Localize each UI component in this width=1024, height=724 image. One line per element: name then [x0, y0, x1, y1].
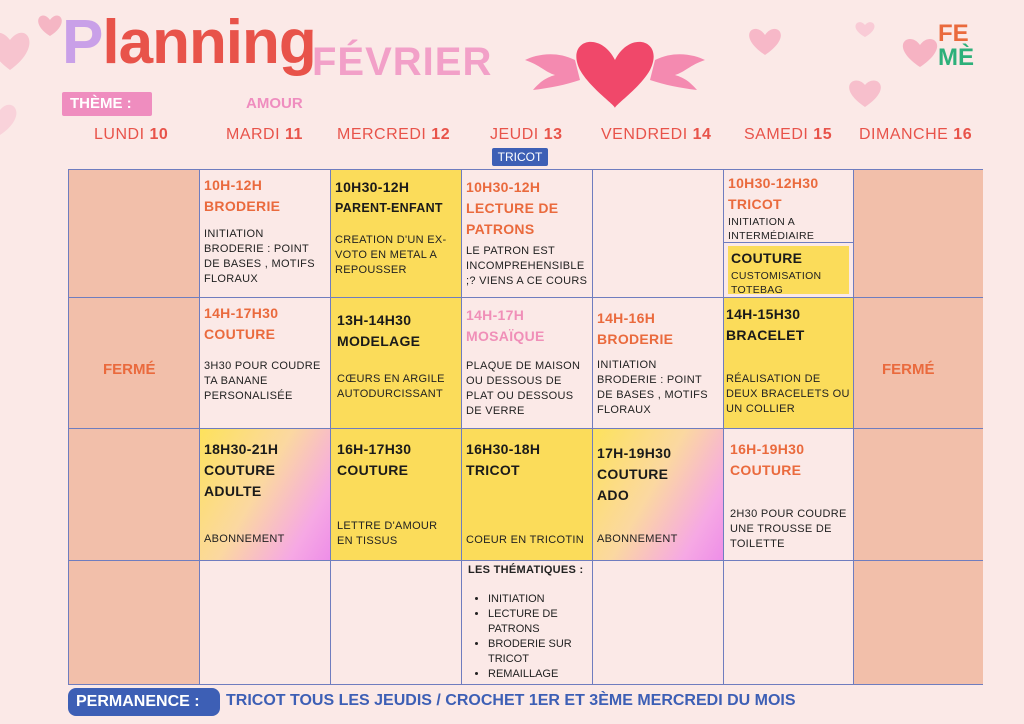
cell-mardi-r1 — [200, 170, 331, 298]
slot-title: COUTURE — [337, 462, 409, 478]
day-name: SAMEDI — [744, 126, 809, 143]
day-number: 16 — [953, 126, 973, 143]
cell-jeudi-r2 — [462, 298, 593, 429]
logo-line2: MÈ — [938, 44, 974, 71]
slot-description: LETTRE D'AMOUR EN TISSUS — [337, 520, 438, 547]
day-name: MERCREDI — [337, 126, 427, 143]
day-name: VENDREDI — [601, 126, 688, 143]
slot-time: 10H30-12H — [335, 179, 410, 195]
cell-samedi-r1 — [724, 170, 854, 298]
page-title — [62, 8, 316, 77]
slot-title: COUTURE — [204, 326, 276, 342]
slot-description: LE PATRON EST INCOMPREHENSIBLE ;? VIENS A CE COURS — [466, 245, 588, 287]
slot-time: 14H-17H — [466, 307, 525, 323]
cell-mardi-r2 — [200, 298, 331, 429]
slot-title: COUTURE — [597, 466, 669, 482]
month-title: FÉVRIER — [312, 40, 493, 84]
heart-decoration-icon — [735, 5, 955, 120]
sub-slot-couture — [728, 246, 849, 294]
slot-title: TRICOT — [466, 462, 520, 478]
cell-lundi-r2 — [69, 298, 200, 429]
cell-vendredi-r2 — [593, 298, 724, 429]
themes-list — [488, 592, 586, 682]
cell-mardi-r3 — [200, 429, 331, 561]
cell-jeudi-r4 — [462, 561, 593, 685]
cell-dimanche-r2 — [854, 298, 983, 429]
slot-time: 16H-19H30 — [730, 441, 805, 457]
permanence-badge: PERMANENCE : — [68, 688, 220, 716]
slot-title: BRODERIE — [597, 331, 674, 347]
logo-line1: FE — [938, 20, 969, 47]
day-number: 14 — [692, 126, 712, 143]
slot-description: CREATION D'UN EX-VOTO EN METAL A REPOUSSER — [335, 234, 447, 276]
slot-time: 13H-14H30 — [337, 312, 412, 328]
slot-time: 14H-15H30 — [726, 306, 801, 322]
slot-time: 14H-17H30 — [204, 305, 279, 321]
theme-badge: THÈME : — [62, 92, 152, 116]
cell-mercredi-r3 — [331, 429, 462, 561]
slot-title: BRODERIE — [204, 198, 281, 214]
title-initial: P — [62, 8, 103, 77]
cell-lundi-r3 — [69, 429, 200, 561]
slot-time: 10H30-12H — [466, 179, 541, 195]
cell-samedi-r4 — [724, 561, 854, 685]
cell-jeudi-r3 — [462, 429, 593, 561]
cell-dimanche-r1 — [854, 170, 983, 298]
slot-title: BRACELET — [726, 327, 805, 343]
cell-dimanche-r3 — [854, 429, 983, 561]
cell-vendredi-r4 — [593, 561, 724, 685]
slot-title: COUTURE — [204, 462, 276, 478]
slot-title: COUTURE — [730, 462, 802, 478]
day-header-samedi — [744, 126, 832, 144]
day-header-jeudi — [490, 126, 562, 144]
cell-vendredi-r3 — [593, 429, 724, 561]
day-name: MARDI — [226, 126, 281, 143]
theme-item: • BRODERIE SUR TRICOT — [488, 637, 586, 667]
slot-description: PLAQUE DE MAISON OU DESSOUS DE PLAT OU DESSOUS DE VERRE — [466, 360, 581, 417]
slot-title: PARENT-ENFANT — [335, 201, 443, 215]
slot-time: 18H30-21H — [204, 441, 279, 457]
cell-mercredi-r4 — [331, 561, 462, 685]
slot-title: TRICOT — [728, 196, 782, 212]
day-header-vendredi — [601, 126, 711, 144]
cell-samedi-r2 — [724, 298, 854, 429]
day-header-mardi — [226, 126, 303, 144]
slot-time: 14H-16H — [597, 310, 656, 326]
cell-mardi-r4 — [200, 561, 331, 685]
closed-label: FERMÉ — [103, 361, 156, 378]
slot-time: 17H-19H30 — [597, 445, 672, 461]
slot-description: CUSTOMISATION TOTEBAG — [731, 270, 822, 296]
cell-lundi-r1 — [69, 170, 200, 298]
cell-divider — [724, 242, 854, 243]
theme-item: • LECTURE DE PATRONS — [488, 607, 586, 637]
slot-description: INITIATION BRODERIE : POINT DE BASES , MOTIFS FLORAUX — [597, 359, 708, 416]
day-number: 12 — [431, 126, 451, 143]
slot-description: CŒURS EN ARGILE AUTODURCISSANT — [337, 373, 445, 400]
slot-time: 10H30-12H30 — [728, 175, 819, 191]
slot-title: COUTURE — [731, 250, 803, 266]
day-header-mercredi — [337, 126, 450, 144]
slot-title: PATRONS — [466, 221, 535, 237]
slot-description: 3H30 POUR COUDRE TA BANANE PERSONALISÉE — [204, 360, 321, 402]
slot-description: INITIATION A INTERMÉDIAIRE — [728, 216, 815, 242]
cell-jeudi-r1 — [462, 170, 593, 298]
day-name: LUNDI — [94, 126, 145, 143]
slot-description: ABONNEMENT — [204, 533, 285, 545]
day-name: DIMANCHE — [859, 126, 949, 143]
slot-description: 2H30 POUR COUDRE UNE TROUSSE DE TOILETTE — [730, 508, 847, 550]
winged-heart-icon — [525, 30, 705, 115]
slot-description: COEUR EN TRICOTIN — [466, 534, 584, 546]
slot-time: 10H-12H — [204, 177, 263, 193]
cell-mercredi-r1 — [331, 170, 462, 298]
day-name: JEUDI — [490, 126, 539, 143]
slot-title: LECTURE DE — [466, 200, 559, 216]
day-number: 10 — [149, 126, 169, 143]
cell-lundi-r4 — [69, 561, 200, 685]
permanence-text: TRICOT TOUS LES JEUDIS / CROCHET 1ER ET 3ÈME MERCREDI DU MOIS — [226, 692, 796, 709]
day-number: 13 — [543, 126, 563, 143]
closed-label: FERMÉ — [882, 361, 935, 378]
schedule-grid — [68, 169, 983, 685]
jeudi-tricot-tag: TRICOT — [492, 148, 548, 166]
slot-description: ABONNEMENT — [597, 533, 678, 545]
theme-value: AMOUR — [246, 95, 303, 112]
themes-title: LES THÉMATIQUES : — [468, 564, 584, 576]
day-header-dimanche — [859, 126, 972, 144]
title-rest: lanning — [102, 8, 316, 77]
day-number: 15 — [813, 126, 833, 143]
theme-item: • REMAILLAGE — [488, 667, 586, 682]
slot-title: MODELAGE — [337, 333, 421, 349]
slot-title: ADULTE — [204, 483, 262, 499]
slot-time: 16H30-18H — [466, 441, 541, 457]
slot-description: INITIATION BRODERIE : POINT DE BASES , MOTIFS FLORAUX — [204, 228, 315, 285]
theme-item: • INITIATION — [488, 592, 586, 607]
cell-vendredi-r1 — [593, 170, 724, 298]
slot-title: ADO — [597, 487, 630, 503]
day-header-lundi — [94, 126, 168, 144]
cell-samedi-r3 — [724, 429, 854, 561]
logo — [938, 22, 986, 74]
cell-dimanche-r4 — [854, 561, 983, 685]
day-number: 11 — [285, 126, 303, 143]
slot-title: MOSAÏQUE — [466, 328, 545, 344]
cell-mercredi-r2 — [331, 298, 462, 429]
slot-time: 16H-17H30 — [337, 441, 412, 457]
slot-description: RÉALISATION DE DEUX BRACELETS OU UN COLLIER — [726, 373, 850, 415]
